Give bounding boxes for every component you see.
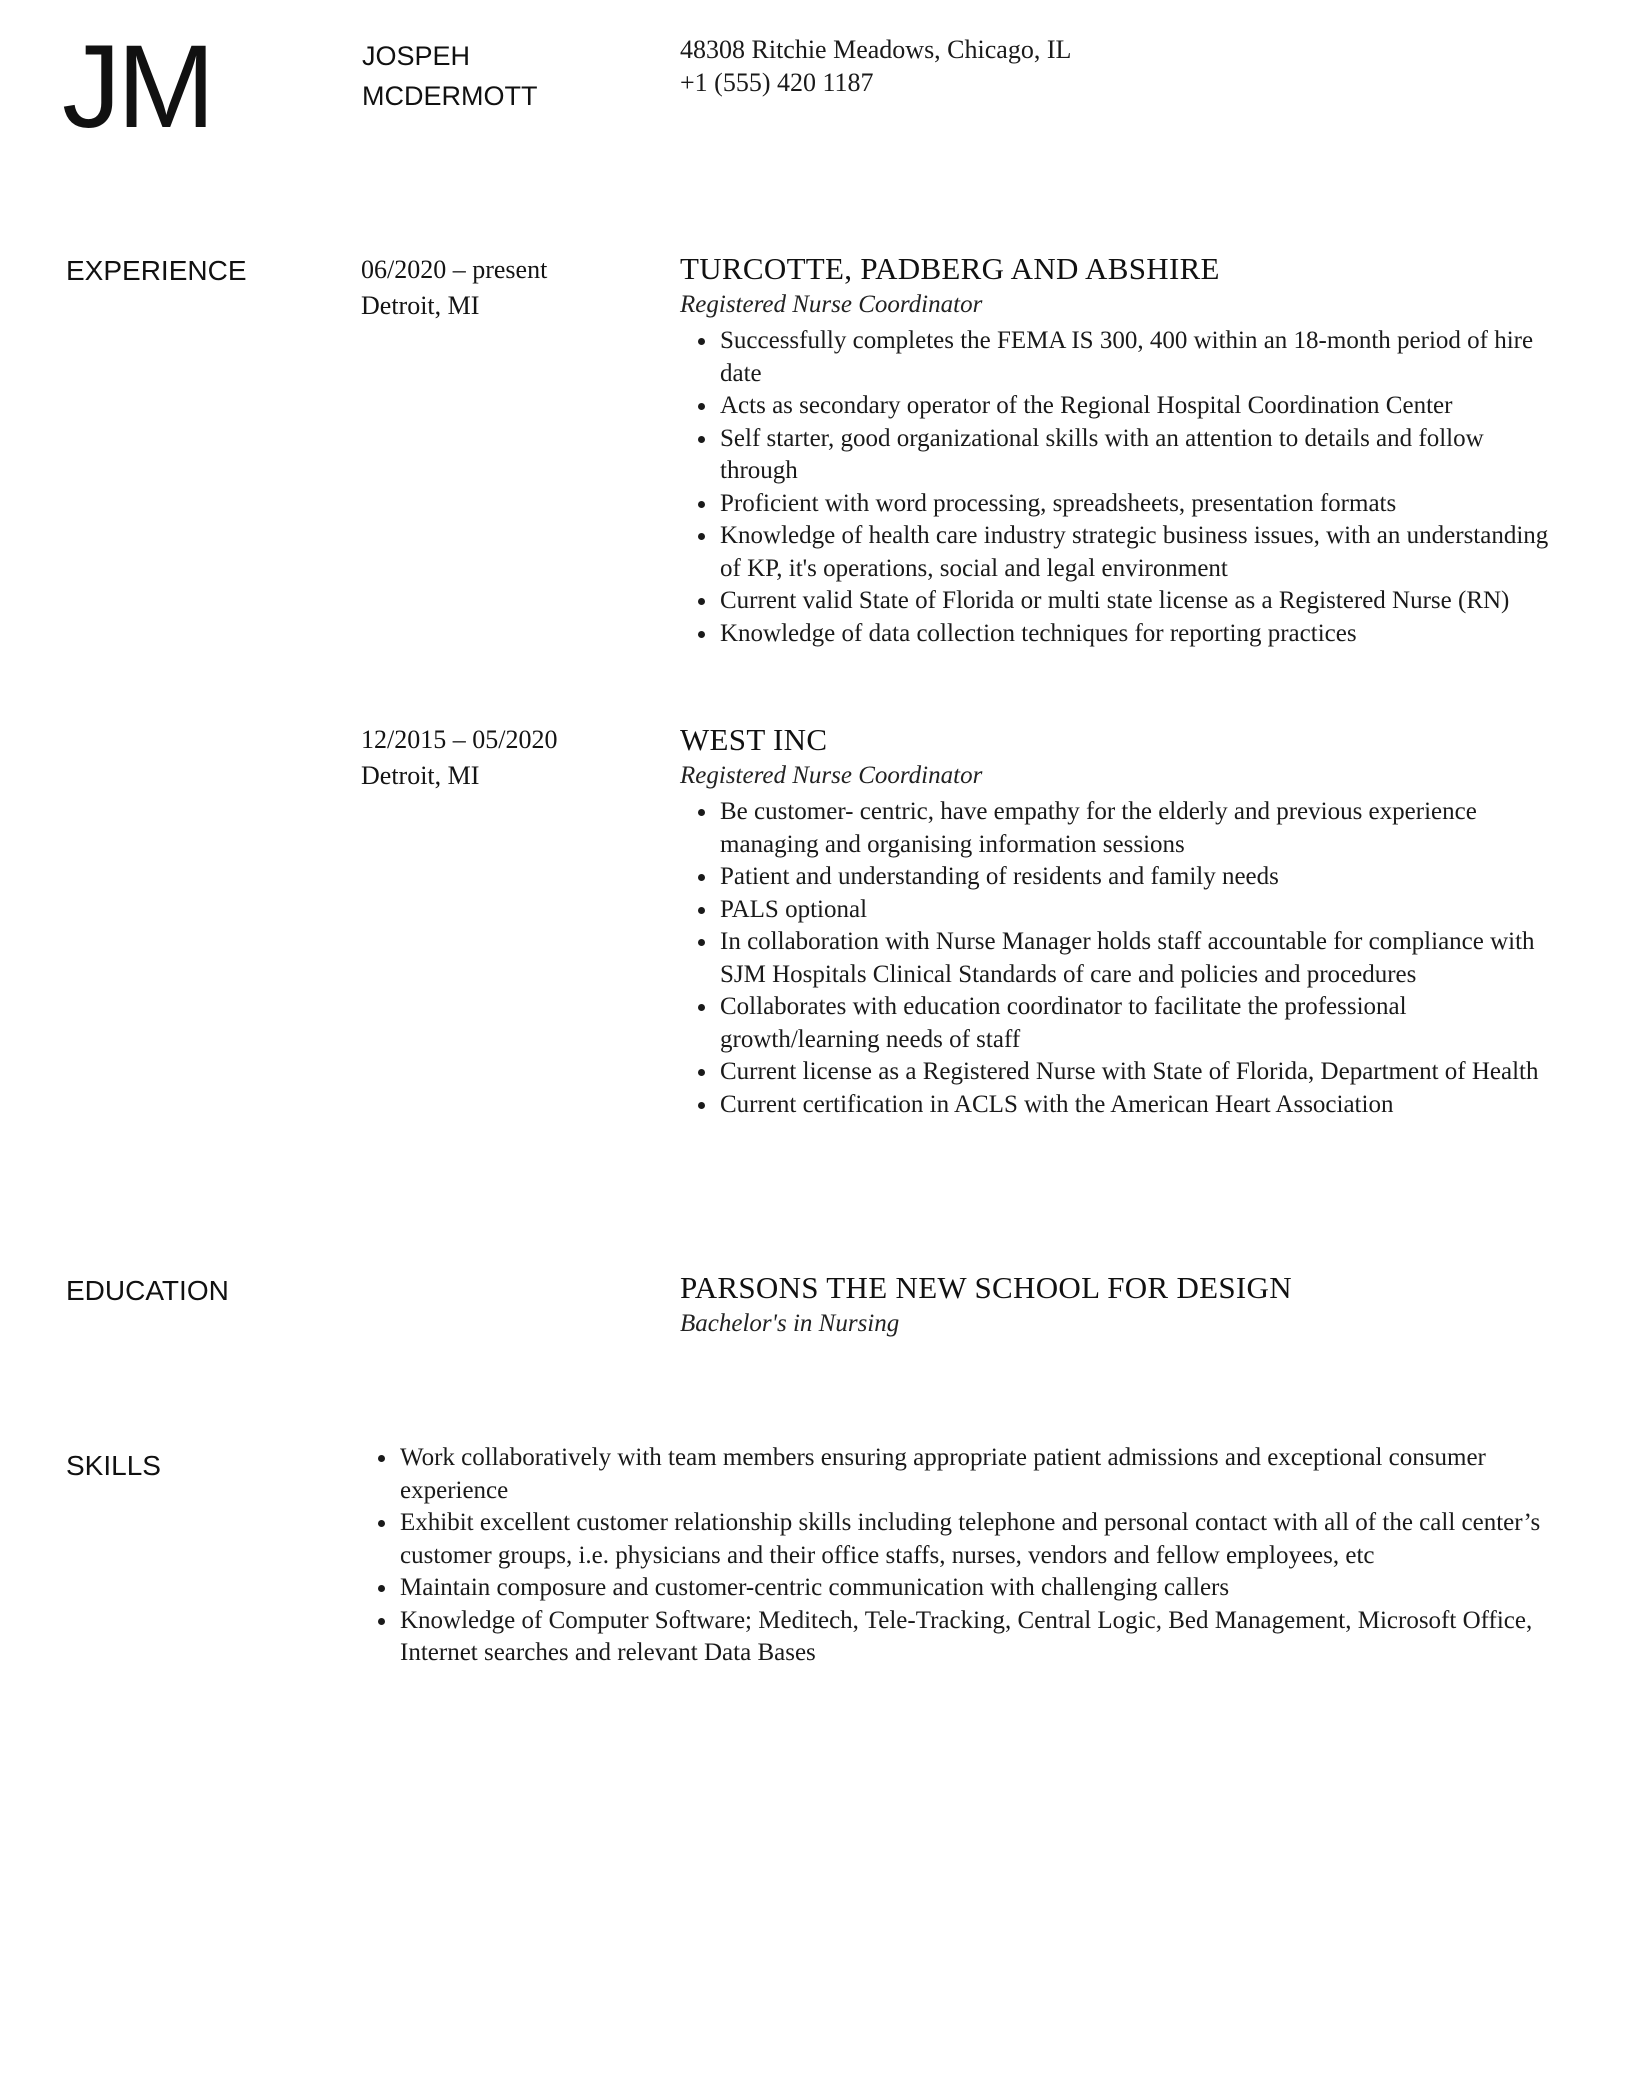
- address: 48308 Ritchie Meadows, Chicago, IL: [680, 35, 1072, 64]
- education-heading: EDUCATION: [66, 1275, 229, 1306]
- list-item: Current certification in ACLS with the American Heart Association: [720, 1089, 1560, 1122]
- skills-bullets: [360, 1442, 1570, 1670]
- list-item: Current valid State of Florida or multi state license as a Registered Nurse (RN): [720, 585, 1560, 618]
- list-item: PALS optional: [720, 894, 1560, 927]
- job-title: Registered Nurse Coordinator: [680, 762, 983, 789]
- education-entry: [680, 1268, 1560, 1340]
- degree: Bachelor's in Nursing: [680, 1310, 900, 1337]
- list-item: Self starter, good organizational skills with an attention to details and follow through: [720, 423, 1560, 488]
- job-bullets: [680, 796, 1560, 1121]
- list-item: Work collaboratively with team members ensuring appropriate patient admissions and exceptional consumer experience: [400, 1442, 1570, 1507]
- list-item: Patient and understanding of residents and family needs: [720, 861, 1560, 894]
- first-name: JOSPEH: [362, 41, 471, 71]
- list-item: Acts as secondary operator of the Regional Hospital Coordination Center: [720, 390, 1560, 423]
- contact-info: [680, 33, 1071, 99]
- list-item: Exhibit excellent customer relationship skills including telephone and personal contact with all of the call center’s customer groups, i.e. physicians and their office staffs, nurses, vendors and fellow employees, etc: [400, 1507, 1570, 1572]
- job-location: Detroit, MI: [361, 761, 480, 790]
- job-meta: [361, 722, 557, 794]
- job-dates: 06/2020 – present: [361, 255, 548, 284]
- job-bullets: [680, 325, 1560, 650]
- candidate-name: [362, 36, 537, 116]
- list-item: Successfully completes the FEMA IS 300, 400 within an 18-month period of hire date: [720, 325, 1560, 390]
- list-item: Knowledge of data collection techniques for reporting practices: [720, 618, 1560, 651]
- job-entry: [680, 249, 1560, 650]
- school-name: PARSONS THE NEW SCHOOL FOR DESIGN: [680, 1270, 1292, 1305]
- phone: +1 (555) 420 1187: [680, 68, 874, 97]
- monogram: JM: [62, 21, 212, 153]
- last-name: MCDERMOTT: [362, 81, 538, 111]
- list-item: Proficient with word processing, spreadsheets, presentation formats: [720, 488, 1560, 521]
- skills-heading: SKILLS: [66, 1450, 161, 1481]
- list-item: Current license as a Registered Nurse with State of Florida, Department of Health: [720, 1056, 1560, 1089]
- experience-heading: EXPERIENCE: [66, 255, 247, 286]
- company-name: WEST INC: [680, 722, 828, 757]
- list-item: Knowledge of Computer Software; Meditech, Tele-Tracking, Central Logic, Bed Management, Microsoft Office, Internet searches and relevant Data Bases: [400, 1605, 1570, 1670]
- list-item: Be customer- centric, have empathy for the elderly and previous experience managing and organising information sessions: [720, 796, 1560, 861]
- list-item: In collaboration with Nurse Manager holds staff accountable for compliance with SJM Hospitals Clinical Standards of care and policies and procedures: [720, 926, 1560, 991]
- job-meta: [361, 252, 547, 324]
- job-location: Detroit, MI: [361, 291, 480, 320]
- job-dates: 12/2015 – 05/2020: [361, 725, 558, 754]
- company-name: TURCOTTE, PADBERG AND ABSHIRE: [680, 251, 1220, 286]
- job-title: Registered Nurse Coordinator: [680, 291, 983, 318]
- list-item: Knowledge of health care industry strategic business issues, with an understanding of KP, it's operations, social and legal environment: [720, 520, 1560, 585]
- list-item: Collaborates with education coordinator to facilitate the professional growth/learning needs of staff: [720, 991, 1560, 1056]
- skills-list: [360, 1442, 1570, 1670]
- job-entry: [680, 720, 1560, 1121]
- list-item: Maintain composure and customer-centric communication with challenging callers: [400, 1572, 1570, 1605]
